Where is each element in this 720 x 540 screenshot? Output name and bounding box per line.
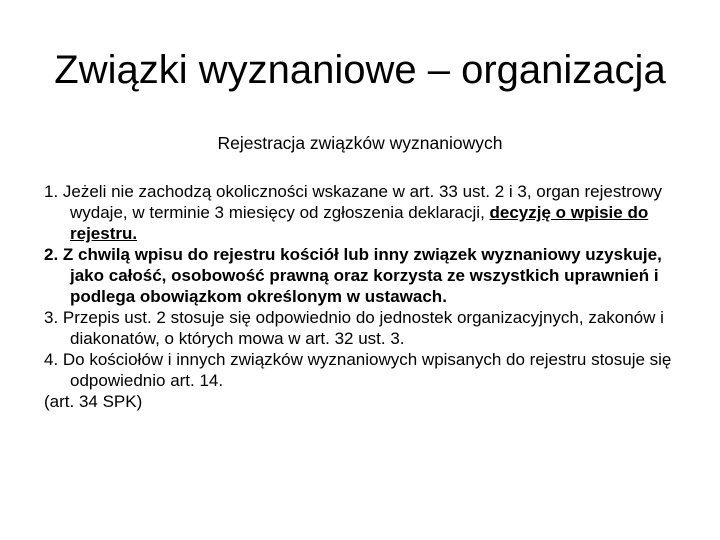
- slide-subtitle: Rejestracja związków wyznaniowych: [217, 133, 503, 153]
- list-item-4: 4. Do kościołów i innych związków wyznaniowych wpisanych do rejestru stosuje się odpowiednio art. 14.: [44, 350, 672, 390]
- slide-body: [44, 181, 684, 412]
- list-item-1: [44, 181, 684, 244]
- slide-title: Związki wyznaniowe – organizacja: [54, 48, 666, 92]
- list-item-3: 3. Przepis ust. 2 stosuje się odpowiednio do jednostek organizacyjnych, zakonów i diakonatów, o których mowa w art. 32 ust. 3.: [44, 308, 664, 348]
- source-citation: (art. 34 SPK): [44, 392, 143, 411]
- list-item-1-emphasis: decyzję o wpisie do rejestru.: [70, 203, 649, 243]
- list-item-2: 2. Z chwilą wpisu do rejestru kościół lub inny związek wyznaniowy uzyskuje, jako całość, osobowość prawną oraz korzysta ze wszystkich uprawnień i podlega obowiązkom określonym w ustawach.: [44, 245, 662, 306]
- list-item-1-text: 1. Jeżeli nie zachodzą okoliczności wskazane w art. 33 ust. 2 i 3, organ rejestrowy wydaje, w terminie 3 miesięcy od zgłoszenia deklaracji,: [44, 182, 662, 222]
